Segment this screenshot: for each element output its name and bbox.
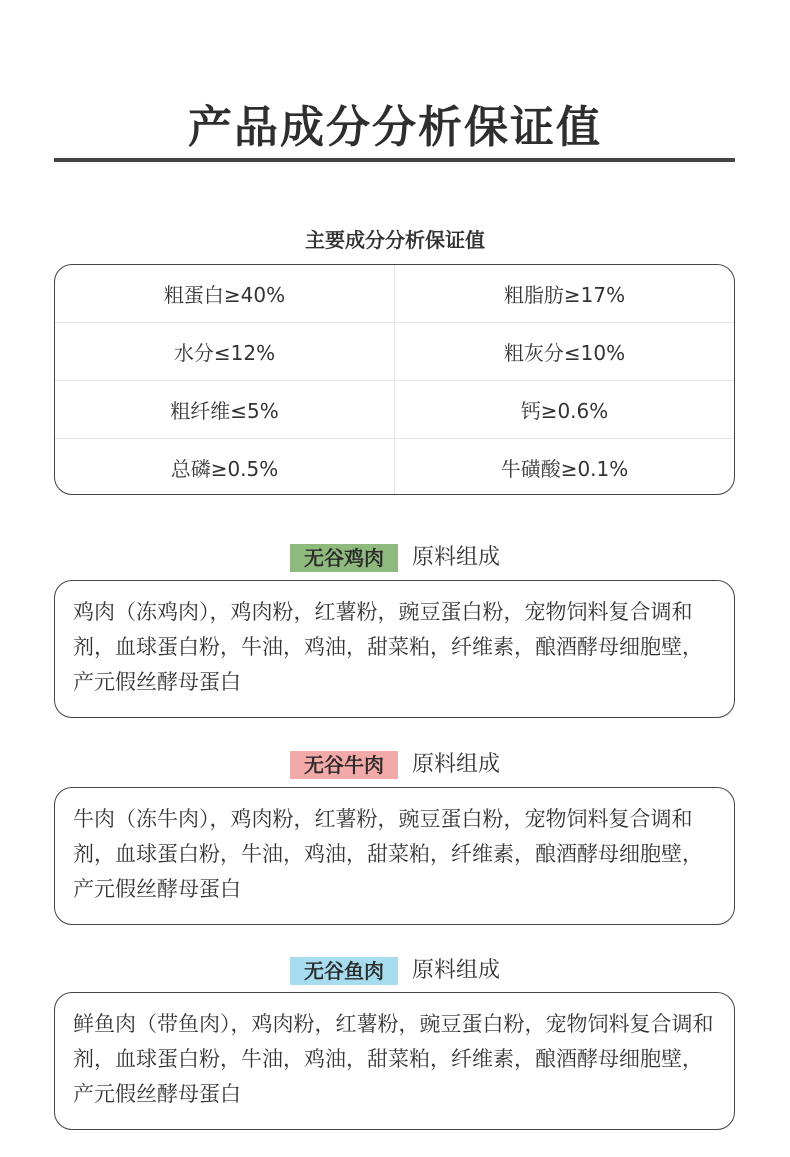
table-cell: 水分≤12% xyxy=(55,323,395,380)
table-cell: 粗脂肪≥17% xyxy=(503,283,626,307)
section-tag-fish: 无谷鱼肉 xyxy=(290,957,398,985)
section-suffix: 原料组成 xyxy=(411,545,500,570)
table-row xyxy=(55,323,734,381)
table-cell: 粗灰分≤10% xyxy=(503,341,626,365)
table-row xyxy=(55,439,734,495)
ingredient-box-beef: 牛肉（冻牛肉），鸡肉粉，红薯粉，豌豆蛋白粉，宠物饲料复合调和剂，血球蛋白粉，牛油，鸡油，甜菜粕，纤维素，酿酒酵母细胞壁，产元假丝酵母蛋白 xyxy=(54,787,735,925)
section-header-fish xyxy=(0,955,790,987)
section-tag-chicken: 无谷鸡肉 xyxy=(290,544,398,572)
table-row xyxy=(55,381,734,439)
table-row xyxy=(55,265,734,323)
analysis-table-title: 主要成分分析保证值 xyxy=(305,228,485,252)
section-header-chicken xyxy=(0,542,790,574)
table-cell: 总磷≥0.5% xyxy=(55,439,395,495)
table-cell: 钙≥0.6% xyxy=(520,399,609,423)
table-cell: 牛磺酸≥0.1% xyxy=(500,457,629,481)
title-underline xyxy=(54,158,735,162)
ingredient-box-fish: 鲜鱼肉（带鱼肉），鸡肉粉，红薯粉，豌豆蛋白粉，宠物饲料复合调和剂，血球蛋白粉，牛油，鸡油，甜菜粕，纤维素，酿酒酵母细胞壁，产元假丝酵母蛋白 xyxy=(54,992,735,1130)
page-title: 产品成分分析保证值 xyxy=(188,102,602,153)
section-tag-beef: 无谷牛肉 xyxy=(290,751,398,779)
table-cell: 粗蛋白≥40% xyxy=(55,265,395,322)
section-suffix: 原料组成 xyxy=(411,958,500,983)
section-suffix: 原料组成 xyxy=(411,752,500,777)
analysis-table xyxy=(54,264,735,495)
section-header-beef xyxy=(0,749,790,781)
table-cell: 粗纤维≤5% xyxy=(55,381,395,438)
ingredient-box-chicken: 鸡肉（冻鸡肉），鸡肉粉，红薯粉，豌豆蛋白粉，宠物饲料复合调和剂，血球蛋白粉，牛油，鸡油，甜菜粕，纤维素，酿酒酵母细胞壁，产元假丝酵母蛋白 xyxy=(54,580,735,718)
